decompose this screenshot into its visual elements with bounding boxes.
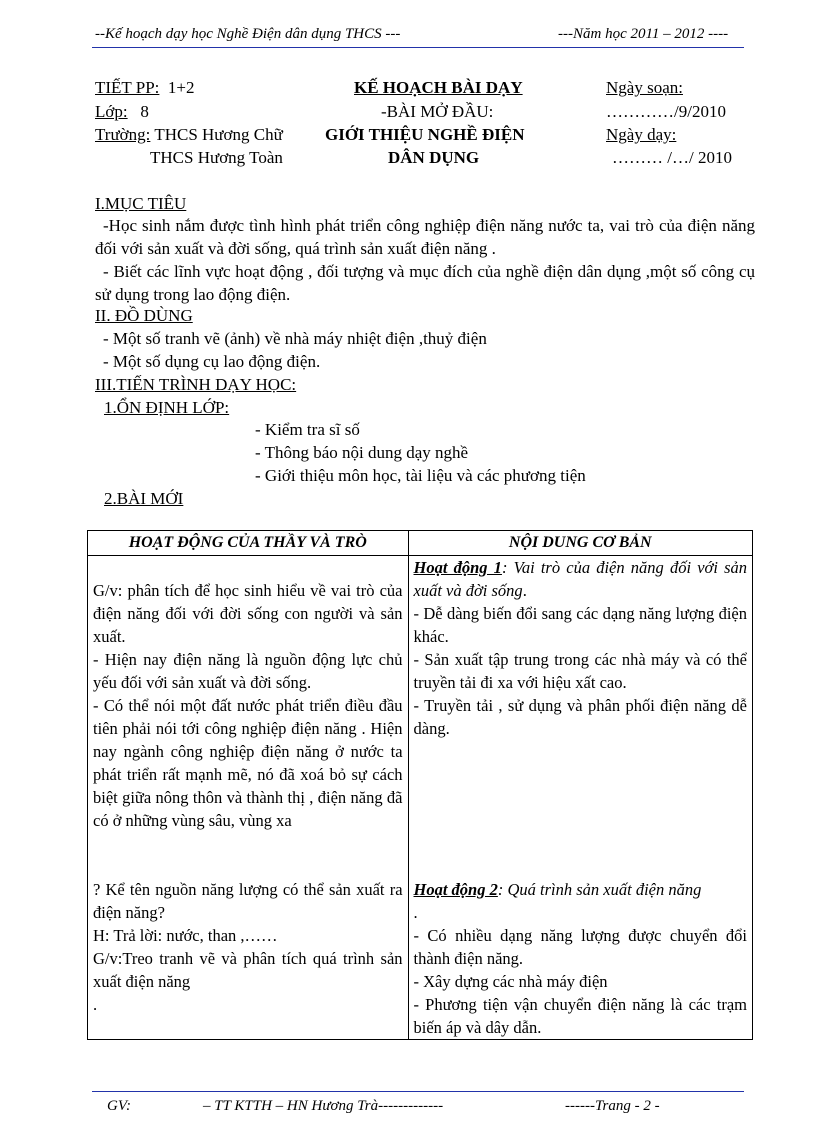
lesson-title-2: DÂN DỤNG bbox=[388, 148, 480, 167]
muc-tieu-2: - Biết các lĩnh vực hoạt động , đối tượng và mục đích của nghề điện dân dụng ,một số công cụ sử dụng trong lao động điện. bbox=[95, 262, 755, 304]
activity-2-desc: : Quá trình sản xuất điện năng bbox=[497, 880, 702, 899]
col-header-teacher: HOẠT ĐỘNG CỦA THẦY VÀ TRÒ bbox=[88, 531, 409, 556]
left2-para-4: . bbox=[93, 995, 98, 1014]
activity-1-tail: . bbox=[522, 581, 527, 600]
subtitle: -BÀI MỞ ĐẦU: bbox=[381, 102, 494, 121]
left1-para-1: G/v: phân tích để học sinh hiểu về vai trò của điện năng đối với đời sống con người và sản xuất. bbox=[93, 581, 403, 646]
right2-para-2: - Xây dựng các nhà máy điện bbox=[413, 972, 608, 991]
header-rule bbox=[92, 47, 744, 48]
teacher-activity-cell bbox=[88, 556, 409, 1040]
on-dinh-item-3: - Giới thiệu môn học, tài liệu và các phương tiện bbox=[255, 466, 586, 485]
activity-2-heading bbox=[414, 878, 747, 924]
header-right: ---Năm học 2011 – 2012 ---- bbox=[558, 26, 729, 42]
left2-para-2: H: Trả lời: nước, than ,…… bbox=[93, 926, 278, 945]
right2-para-1: - Có nhiều dạng năng lượng được chuyển đổi thành điện năng. bbox=[413, 926, 747, 968]
right2-para-3: - Phương tiện vận chuyển điện năng là các trạm biến áp và dây dẫn. bbox=[413, 995, 747, 1037]
ngay-soan-label: Ngày soạn: bbox=[606, 78, 683, 97]
do-dung-1: - Một số tranh vẽ (ảnh) về nhà máy nhiệt điện ,thuỷ điện bbox=[103, 329, 487, 348]
activity-1-heading bbox=[414, 556, 747, 602]
truong-label: Trường: bbox=[95, 125, 151, 144]
lesson-table bbox=[87, 530, 753, 1040]
activity-1-desc: : Vai trò của điện năng đối với sản xuất và đời sống bbox=[413, 558, 747, 600]
document-title: KẾ HOẠCH BÀI DẠY bbox=[354, 78, 523, 97]
content-cell bbox=[408, 556, 752, 1040]
tiet-value: 1+2 bbox=[167, 78, 195, 97]
table-row bbox=[88, 556, 753, 1040]
muc-tieu-title: I.MỤC TIÊU bbox=[95, 194, 187, 213]
activity-2-title: Hoạt động 2 bbox=[413, 880, 498, 899]
activity-1-title: Hoạt động 1 bbox=[413, 558, 502, 577]
activity-2-tail: . bbox=[413, 903, 418, 922]
tiet-label: TIẾT PP: bbox=[95, 78, 160, 97]
on-dinh-title: 1.ỔN ĐỊNH LỚP: bbox=[104, 398, 230, 417]
footer-page: ------Trang - 2 - bbox=[565, 1098, 660, 1114]
muc-tieu-1: -Học sinh nắm được tình hình phát triển công nghiệp điện năng nước ta, vai trò của điện năng đối với sản xuất và đời sống, quá trình sản xuất điện năng . bbox=[95, 216, 755, 258]
ngay-day-value: ……… /…/ 2010 bbox=[612, 148, 732, 167]
left2-para-1: ? Kể tên nguồn năng lượng có thể sản xuất ra điện năng? bbox=[93, 880, 403, 922]
ngay-day-label: Ngày dạy: bbox=[606, 125, 677, 144]
left1-para-2: - Hiện nay điện năng là nguồn động lực chủ yếu đối với sản xuất và đời sống. bbox=[93, 650, 403, 692]
lesson-title-1: GIỚI THIỆU NGHỀ ĐIỆN bbox=[325, 125, 525, 144]
bai-moi-title: 2.BÀI MỚI bbox=[104, 489, 184, 508]
truong-row bbox=[95, 125, 283, 145]
footer-author: – TT KTTH – HN Hương Trà------------- bbox=[203, 1098, 444, 1114]
tiet-row bbox=[95, 78, 194, 98]
lop-value: 8 bbox=[140, 102, 149, 121]
header-left: --Kế hoạch dạy học Nghề Điện dân dụng THCS --- bbox=[95, 26, 401, 42]
left2-para-3: G/v:Treo tranh vẽ và phân tích quá trình sản xuất điện năng bbox=[93, 949, 403, 991]
ngay-soan-value: …………/9/2010 bbox=[606, 102, 726, 121]
do-dung-2: - Một số dụng cụ lao động điện. bbox=[103, 352, 321, 371]
footer-rule bbox=[92, 1091, 744, 1092]
col-header-content: NỘI DUNG CƠ BẢN bbox=[408, 531, 752, 556]
on-dinh-item-1: - Kiểm tra sĩ số bbox=[255, 420, 360, 439]
right1-para-3: - Truyền tải , sử dụng và phân phối điện năng dễ dàng. bbox=[413, 696, 747, 738]
do-dung-title: II. ĐỒ DÙNG bbox=[95, 306, 193, 325]
school-1: THCS Hương Chữ bbox=[154, 125, 283, 144]
left1-para-3: - Có thể nói một đất nước phát triển điều đầu tiên phải nói tới công nghiệp điện năng . Hiện nay ngành công nghiệp điện năng ở nước ta phát triển rất mạnh mẽ, nó đã xoá bỏ sự cách biệt giữa nông thôn và thành thị , điện năng đã có ở những vùng sâu, vùng xa bbox=[93, 696, 403, 830]
school-2: THCS Hương Toàn bbox=[150, 148, 283, 167]
lop-row bbox=[95, 102, 149, 122]
lop-label: Lớp: bbox=[95, 102, 128, 121]
tien-trinh-title: III.TIẾN TRÌNH DẠY HỌC: bbox=[95, 375, 297, 394]
table-header-row bbox=[88, 531, 753, 556]
right1-para-2: - Sản xuất tập trung trong các nhà máy và có thể truyền tải đi xa với hiệu xất cao. bbox=[413, 650, 747, 692]
on-dinh-item-2: - Thông báo nội dung dạy nghề bbox=[255, 443, 469, 462]
right1-para-1: - Dễ dàng biến đổi sang các dạng năng lượng điện khác. bbox=[413, 604, 747, 646]
footer-gv: GV: bbox=[107, 1098, 132, 1114]
